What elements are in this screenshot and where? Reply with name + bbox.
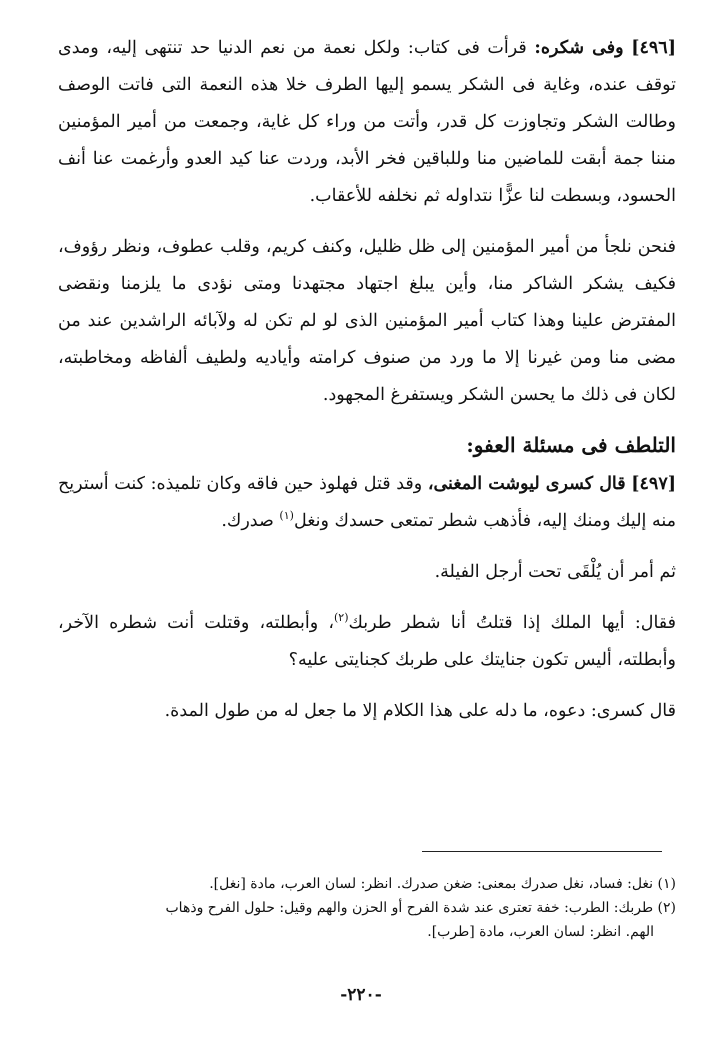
footnote-1: (١) نغل: فساد، نغل صدرك بمعنى: ضغن صدرك. انظر: لسان العرب، مادة [نغل]. xyxy=(209,876,676,892)
section-heading: التلطف فى مسئلة العفو: xyxy=(466,433,676,457)
entry-body: وقد قتل فهلوذ حين فاقه وكان تلميذه: كنت أستريح منه إليك ومنك إليه، فأذهب شطر تمتعى حسدك ونغل xyxy=(58,474,676,531)
speech-end: ، وأبطلته، وقتلت أنت شطره الآخر، وأبطلته، أليس تكون جنايتك على طربك كجنايتى عليه؟ xyxy=(58,613,676,670)
closing-line: قال كسرى: دعوه، ما دله على هذا الكلام إلا ما جعل له من طول المدة. xyxy=(164,701,676,721)
entry-496 xyxy=(58,30,676,215)
entry-497 xyxy=(58,466,676,540)
speech xyxy=(58,605,676,679)
entry-title: قال كسرى ليوشت المغنى، xyxy=(427,474,626,494)
order-line: ثم أمر أن يُلْقَى تحت أرجل الفيلة. xyxy=(434,562,676,582)
paragraph-2: فنحن نلجأ من أمير المؤمنين إلى ظل ظليل، وكنف كريم، وقلب عطوف، ونظر رؤوف، فكيف يشكر الشاكر منا، وأين يبلغ اجتهاد مجتهدنا ومتى نؤدى ما يلزمنا ونقضى المفترض علينا وهذا كتاب أمير المؤمنين الذى لو لم تكن له ولآبائه الراشدين عند من مضى منا ومن غيرنا إلا ما ورد من صنوف كرامته وأياديه ولطيف ألفاظه ومخاطبته، لكان فى ذلك ما يحسن الشكر ويستفرغ المجهود. xyxy=(58,237,676,405)
speech-start: فقال: أيها الملك إذا قتلتُ أنا شطر طربك xyxy=(348,613,677,633)
main-text xyxy=(58,30,676,744)
page-number: -٢٢٠- xyxy=(340,985,382,1005)
footnote-ref-1[interactable]: (١) xyxy=(279,509,294,523)
entry-title: وفى شكره: xyxy=(534,38,624,58)
entry-body: قرأت فى كتاب: ولكل نعمة من نعم الدنيا حد تنتهى إليه، ومدى توقف عنده، وغاية فى الشكر يسمو إليها الطرف خلا هذه النعمة التى فاتت الوصف وطالت الشكر وتجاوزت كل قدر، وأتت من وراء كل غاية، وجمعت من أمير المؤمنين مننا جمة أبقت للماضين منا وللباقين فخر الأبد، وردت عنا كيد العدو وأرغمت عنا أنف الحسود، وبسطت لنا عزًّا نتداوله ثم نخلفه للأعقاب. xyxy=(58,38,676,206)
footnote-2: (٢) طربك: الطرب: خفة تعترى عند شدة الفرح أو الحزن والهم وقيل: حلول الفرح وذهاب xyxy=(165,900,676,916)
entry-body-end: صدرك. xyxy=(221,511,274,531)
footnote-ref-2[interactable]: (٢) xyxy=(334,611,349,625)
footnotes xyxy=(58,872,676,944)
footnote-2-continued: الهم. انظر: لسان العرب، مادة [طرب]. xyxy=(427,924,654,940)
entry-number: [٤٩٦] xyxy=(631,38,676,58)
entry-number: [٤٩٧] xyxy=(631,474,676,494)
footnote-separator xyxy=(422,851,662,852)
